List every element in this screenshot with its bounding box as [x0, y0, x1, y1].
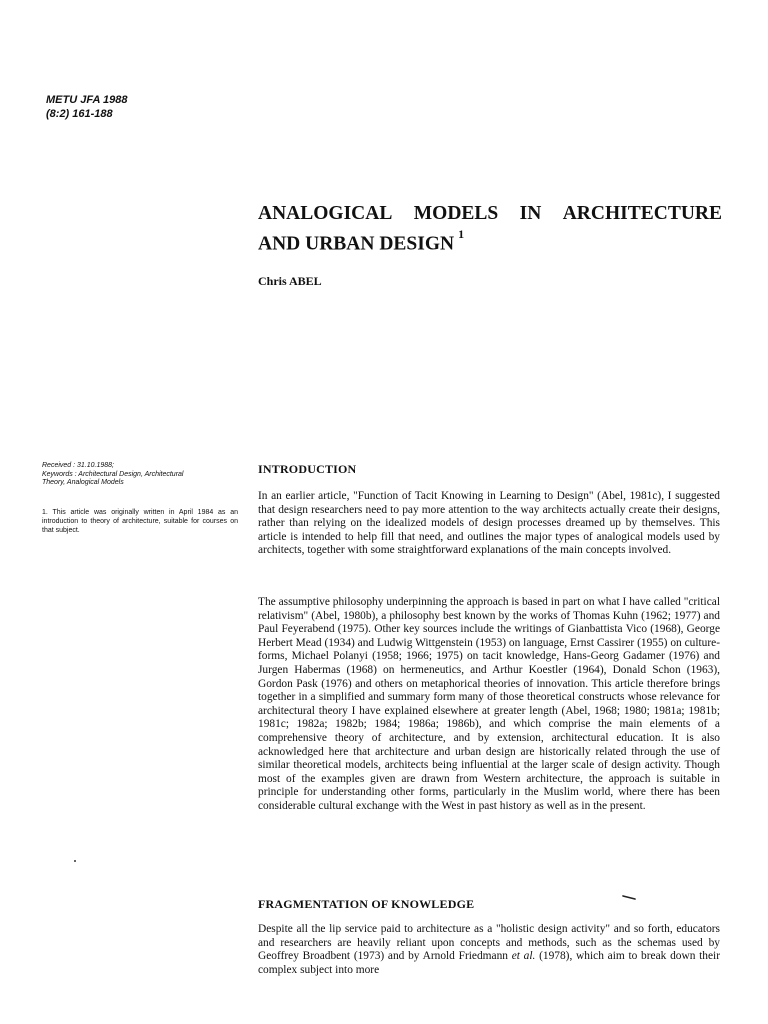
title-line-2: [258, 226, 728, 257]
section-heading-introduction: INTRODUCTION: [258, 462, 357, 476]
title-footnote-marker: 1: [458, 227, 465, 241]
title-line-1: [258, 202, 722, 226]
introduction-paragraph-1: In an earlier article, "Function of Tacit Knowing in Learning to Design" (Abel, 1981c), I suggested that design researchers need to pay more attention to the way architects actually create their designs, rather than relying on the idealized models of design processes dreamed up by themselves. This article is intended to help fill that need, and outlines the major types of analogical models used by architects, together with some straightforward explanations of the main concepts involved.: [258, 490, 720, 557]
title-word: ANALOGICAL: [258, 203, 393, 224]
stray-ink-mark: [622, 895, 636, 900]
title-word: MODELS: [413, 203, 499, 224]
footnote-1: 1. This article was originally written in April 1984 as an introduction to theory of architecture, suitable for courses on that subject.: [42, 509, 238, 534]
journal-name: METU JFA 1988: [46, 94, 128, 106]
section-heading-fragmentation: FRAGMENTATION OF KNOWLEDGE: [258, 897, 475, 911]
fragmentation-text-after: (1978), which aim to break down their complex subject into more: [258, 950, 720, 976]
received-date: Received : 31.10.1988;: [42, 462, 114, 469]
title-word: ARCHITECTURE: [562, 203, 722, 224]
keywords-line-2: Theory, Analogical Models: [42, 479, 124, 486]
journal-citation: [46, 93, 128, 121]
journal-volume-pages: (8:2) 161-188: [46, 108, 113, 120]
title-word: IN: [519, 203, 542, 224]
fragmentation-text-before: Despite all the lip service paid to architecture as a "holistic design activity" and so forth, educators and researchers are heavily reliant upon concepts and methods, such as the schemas used by Geoffrey Broadbent (1973) and by Arnold Friedmann: [258, 923, 720, 963]
article-metadata: [42, 462, 242, 488]
keywords-line-1: Keywords : Architectural Design, Architectural: [42, 470, 184, 478]
fragmentation-paragraph-1: [258, 923, 720, 977]
article-title: [258, 202, 728, 257]
introduction-paragraph-2: The assumptive philosophy underpinning the approach is based in part on what I have called "critical relativism" (Abel, 1980b), a philosophy best known by the works of Thomas Kuhn (1962; 1977) and Paul Feyerabend (1975). Other key sources include the writings of Gianbattista Vico (1968), George Herbert Mead (1934) and Ludwig Wittgenstein (1953) on language, Ernst Cassirer (1955) on culture-forms, Michael Polanyi (1958; 1966; 1975) on tacit knowledge, Hans-Georg Gadamer (1976) and Jurgen Habermas (1968) on hermeneutics, and Arthur Koestler (1964), Donald Schon (1963), Gordon Pask (1976) and others on metaphorical theories of innovation. This article therefore brings together in a simplified and summary form many of those theoretical constructs whose relevance for architectural theory I have explained elsewhere at greater length (Abel, 1968; 1980; 1981a; 1981b; 1981c; 1982a; 1982b; 1984; 1986a; 1986b), and which comprise the main elements of a comprehensive theory of architecture, and by extension, architectural education. It is also acknowledged here that architecture and urban design are historically related through the use of similar theoretical models, architects being influential at the larger scale of design activity. Though most of the examples given are drawn from Western architecture, the approach is suitable in principle for understanding other forms, particularly in the Muslim world, where there has been considerable cultural exchange with the West in past history as well as in the present.: [258, 596, 720, 812]
stray-dot-mark: [74, 860, 76, 862]
title-line-2-text: AND URBAN DESIGN: [258, 233, 455, 255]
fragmentation-text-italic: et al.: [511, 950, 536, 963]
author-name: Chris ABEL: [258, 274, 322, 288]
